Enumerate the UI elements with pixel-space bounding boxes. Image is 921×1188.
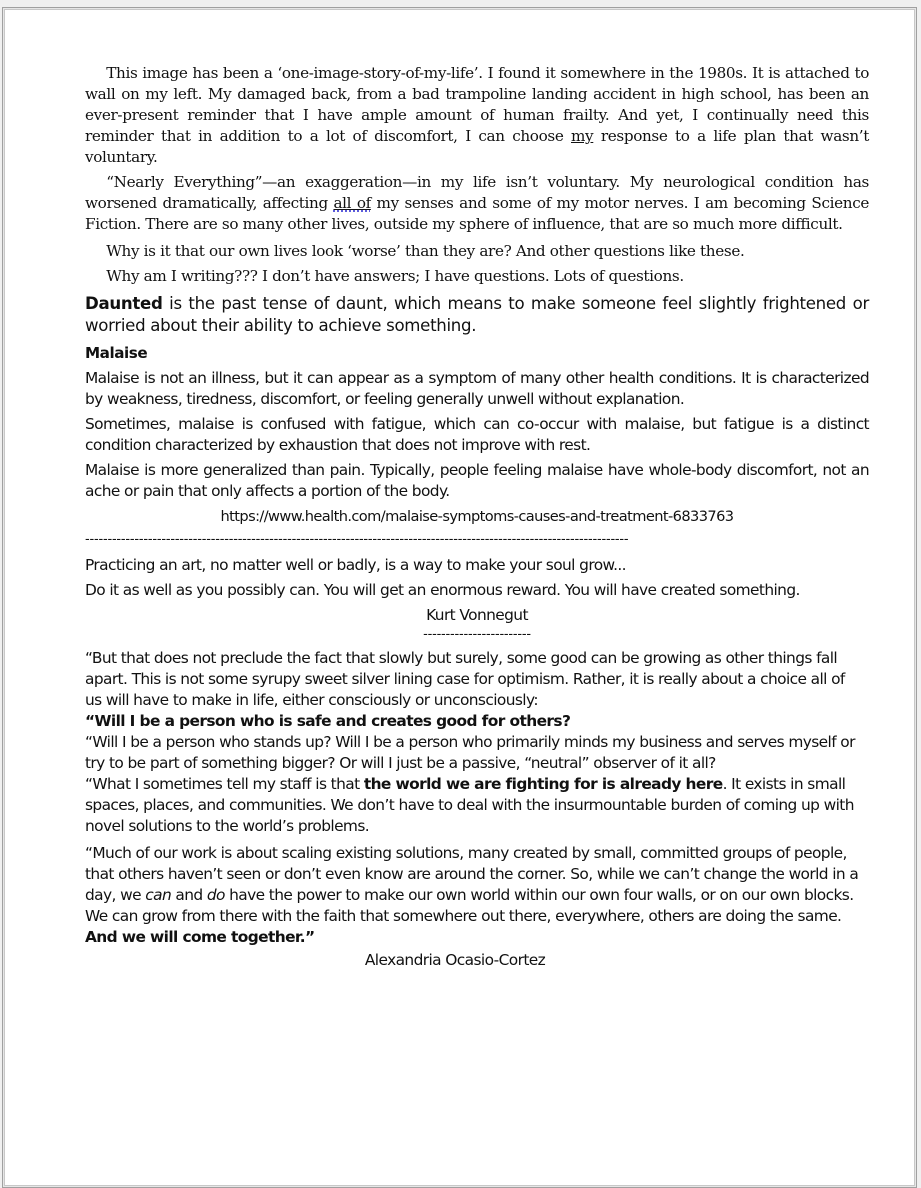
vonnegut-author: Kurt Vonnegut — [426, 606, 528, 624]
vonnegut-line-1: Practicing an art, no matter well or badly, is a way to make your soul grow... — [85, 556, 626, 574]
underlined-word: my — [571, 127, 594, 145]
vonnegut-separator: ------------------------ — [423, 627, 531, 642]
malaise-paragraph-1: Malaise is not an illness, but it can appear as a symptom of many other health conditions. It is characterized by weakness, tiredness, discomfort, or feeling generally unwell without explanation. — [85, 369, 869, 408]
aoc-paragraph-3: “Will I be a person who stands up? Will I be a person who primarily minds my business and serves myself or try to be part of something bigger? Or will I just be a passive, “neutral” observer of it all? — [85, 733, 855, 772]
section-separator: ------------------------------------------------------------------------------------------------------------------------- — [85, 532, 629, 547]
aoc-paragraph-1: “But that does not preclude the fact that slowly but surely, some good can be growing as other things fall apart. This is not some syrupy sweet silver lining case for optimism. Rather, it is really about a choice all of us will have to make in life, either consciously or unconsciously: — [85, 649, 845, 709]
aoc-paragraph-2: “Will I be a person who is safe and creates good for others? — [85, 712, 571, 730]
reflection-paragraph-4: Why am I writing??? I don’t have answers; I have questions. Lots of questions. — [106, 267, 684, 285]
aoc-paragraph-4: “What I sometimes tell my staff is that the world we are fighting for is already here. It exists in small spaces, places, and communities. We don’t have to deal with the insurmountable burden of coming up with novel solutions to the world’s problems. — [85, 775, 854, 835]
aoc-paragraph-6: We can grow from there with the faith that somewhere out there, everywhere, others are doing the same. And we will come together.” — [85, 907, 842, 946]
reflection-paragraph-1: This image has been a ‘one-image-story-of-my-life’. I found it somewhere in the 1980s. It is attached to wall on my left. My damaged back, from a bad trampoline landing accident in high school, has been an ever-present reminder that I have ample amount of human frailty. And yet, I continually need this reminder that in addition to a lot of discomfort, I can choose my response to a life plan that wasn’t voluntary. — [85, 64, 870, 166]
reflection-paragraph-3: Why is it that our own lives look ‘worse’ than they are? And other questions like these. — [106, 242, 745, 260]
reflection-paragraph-2: “Nearly Everything”—an exaggeration—in my life isn’t voluntary. My neurological condition has worsened dramatically, affecting all of my senses and some of my motor nerves. I am becoming Science Fiction. There are so many other lives, outside my sphere of influence, that are so much more difficult. — [85, 173, 870, 233]
definitions — [85, 293, 869, 549]
malaise-paragraph-3: Malaise is more generalized than pain. Typically, people feeling malaise have whole-body discomfort, not an ache or pain that only affects a portion of the body. — [85, 461, 869, 500]
malaise-paragraph-2: Sometimes, malaise is confused with fatigue, which can co-occur with malaise, but fatigue is a distinct condition characterized by exhaustion that does not improve with rest. — [85, 415, 869, 454]
aoc-author: Alexandria Ocasio-Cortez — [364, 951, 546, 969]
personal-reflection — [85, 63, 869, 287]
aoc-quote — [85, 648, 865, 971]
malaise-heading: Malaise — [85, 344, 148, 362]
aoc-paragraph-5: “Much of our work is about scaling existing solutions, many created by small, committed groups of people, that others haven’t seen or don’t even know are around the corner. So, while we can’t change the world in a day, we can and do have the power to make our own world within our own four walls, or on our own blocks. — [85, 844, 859, 904]
daunted-term: Daunted — [85, 294, 163, 313]
daunted-definition: Daunted is the past tense of daunt, which means to make someone feel slightly frightened or worried about their ability to achieve something. — [85, 294, 869, 335]
grammar-flagged-text[interactable]: all of — [333, 194, 371, 212]
document-page — [2, 7, 917, 1188]
vonnegut-quote — [85, 555, 869, 644]
vonnegut-line-2: Do it as well as you possibly can. You will get an enormous reward. You will have created something. — [85, 581, 800, 599]
document-body — [85, 63, 869, 971]
malaise-source-url[interactable]: https://www.health.com/malaise-symptoms-causes-and-treatment-6833763 — [220, 508, 734, 525]
